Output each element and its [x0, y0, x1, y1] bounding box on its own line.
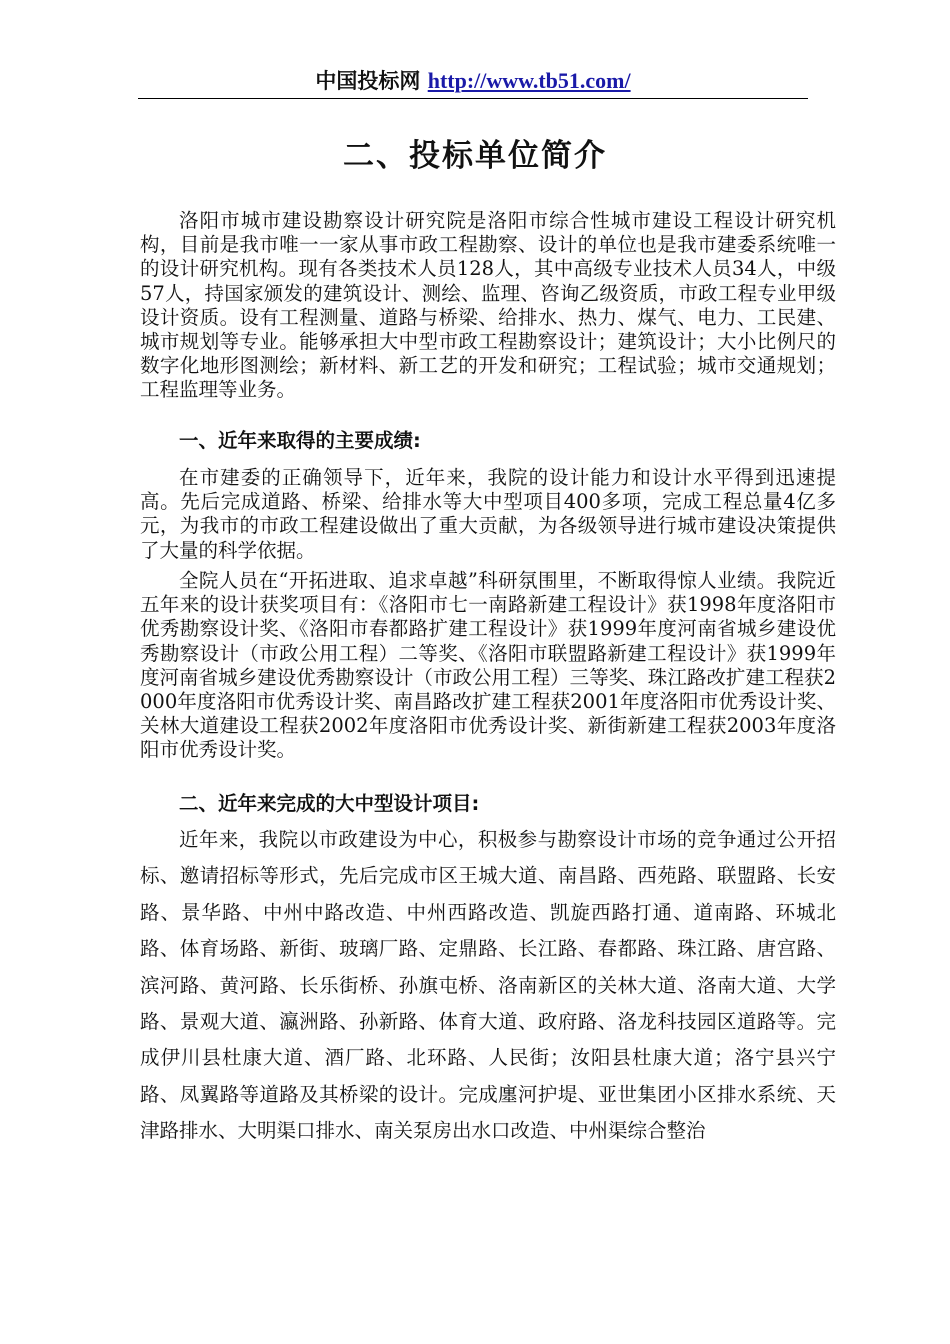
site-name: 中国投标网 — [315, 69, 421, 93]
achievements-paragraph-2: 全院人员在“开拓进取、追求卓越”科研氛围里，不断取得惊人业绩。我院近五年来的设计获奖项目有：《洛阳市七一南路新建工程设计》获1998年度洛阳市优秀勘察设计奖、《洛阳市春都路扩建工程设计》获1999年度河南省城乡建设优秀勘察设计（市政公用工程）二等奖、《洛阳市联盟路新建工程设计》获1999年度河南省城乡建设优秀勘察设计（市政公用工程）三等奖、珠江路改扩建工程获2000年度洛阳市优秀设计奖、南昌路改扩建工程获2001年度洛阳市优秀设计奖、关林大道建设工程获2002年度洛阳市优秀设计奖、新街新建工程获2003年度洛阳市优秀设计奖。 — [140, 569, 836, 762]
section-heading-projects: 二、近年来完成的大中型设计项目: — [179, 792, 480, 815]
page-header — [138, 64, 808, 99]
site-url-link[interactable]: http://www.tb51.com/ — [427, 68, 631, 93]
projects-paragraph: 近年来，我院以市政建设为中心，积极参与勘察设计市场的竞争通过公开招标、邀请招标等形式，先后完成市区王城大道、南昌路、西苑路、联盟路、长安路、景华路、中州中路改造、中州西路改造、凯旋西路打通、道南路、环城北路、体育场路、新街、玻璃厂路、定鼎路、长江路、春都路、珠江路、唐宫路、滨河路、黄河路、长乐街桥、孙旗屯桥、洛南新区的关林大道、洛南大道、大学路、景观大道、瀛洲路、孙新路、体育大道、政府路、洛龙科技园区道路等。完成伊川县杜康大道、酒厂路、北环路、人民街；汝阳县杜康大道；洛宁县兴宁路、凤翼路等道路及其桥梁的设计。完成廛河护堤、亚世集团小区排水系统、天津路排水、大明渠口排水、南关泵房出水口改造、中州渠综合整治 — [140, 828, 836, 1143]
section-heading-achievements: 一、近年来取得的主要成绩: — [179, 429, 421, 452]
achievements-paragraph-1: 在市建委的正确领导下，近年来，我院的设计能力和设计水平得到迅速提高。先后完成道路、桥梁、给排水等大中型项目400多项，完成工程总量4亿多元，为我市的市政工程建设做出了重大贡献，为各级领导进行城市建设决策提供了大量的科学依据。 — [140, 466, 836, 562]
page-title: 二、投标单位简介 — [343, 138, 607, 174]
intro-paragraph: 洛阳市城市建设勘察设计研究院是洛阳市综合性城市建设工程设计研究机构，目前是我市唯一一家从事市政工程勘察、设计的单位也是我市建委系统唯一的设计研究机构。现有各类技术人员128人，其中高级专业技术人员34人，中级57人，持国家颁发的建筑设计、测绘、监理、咨询乙级资质，市政工程专业甲级设计资质。设有工程测量、道路与桥梁、给排水、热力、煤气、电力、工民建、城市规划等专业。能够承担大中型市政工程勘察设计；建筑设计；大小比例尺的数字化地形图测绘；新材料、新工艺的开发和研究；工程试验；城市交通规划；工程监理等业务。 — [140, 209, 836, 402]
